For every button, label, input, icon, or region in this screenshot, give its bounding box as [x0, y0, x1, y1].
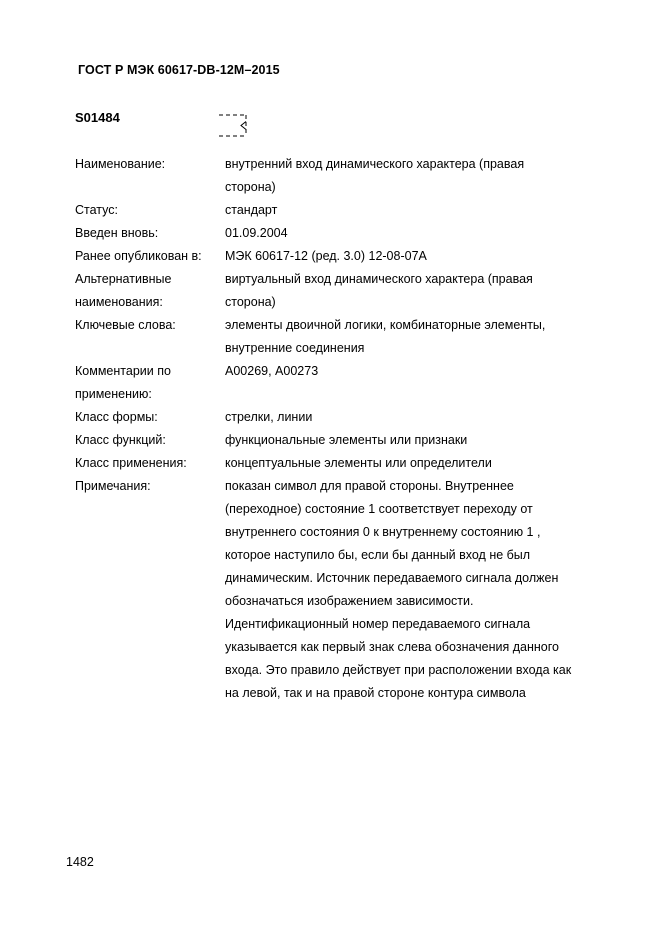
field-value: А00269, А00273 [225, 364, 319, 378]
field-value: стрелки, линии [225, 410, 313, 424]
field-label: Класс формы: [75, 410, 158, 424]
field-label: Класс применения: [75, 456, 187, 470]
symbol-code: S01484 [75, 110, 120, 125]
field-value: 01.09.2004 [225, 226, 288, 240]
field-name [75, 153, 635, 199]
field-value: концептуальные элементы или определители [225, 456, 492, 470]
page-number: 1482 [66, 855, 94, 869]
field-label: Ключевые слова: [75, 318, 176, 332]
document-header: ГОСТ Р МЭК 60617-DB-12M–2015 [78, 63, 280, 77]
field-value: показан символ для правой стороны. Внутреннее (переходное) состояние 1 соответствует переходу от внутреннего состояния 0 к внутреннему состоянию 1 , которое наступило бы, если бы данный вход не был динамическим. Источник передаваемого сигнала должен обозначаться изображением зависимости. Идентификационный номер передаваемого сигнала указывается как первый знак слева обозначения данного входа. Это правило действует при расположении входа как на левой, так и на правой стороне контура символа [225, 479, 572, 700]
field-label: Введен вновь: [75, 226, 159, 240]
field-notes [75, 475, 635, 705]
field-label: Ранее опубликован в: [75, 249, 202, 263]
dynamic-input-right-symbol-icon [218, 112, 250, 140]
field-keywords [75, 314, 635, 360]
field-application-comments [75, 360, 635, 406]
field-value: МЭК 60617-12 (ред. 3.0) 12-08-07А [225, 249, 427, 263]
field-value: стандарт [225, 203, 278, 217]
field-shape-class [75, 406, 635, 429]
field-label: Класс функций: [75, 433, 166, 447]
field-value: элементы двоичной логики, комбинаторные элементы, внутренние соединения [225, 318, 546, 355]
field-value: функциональные элементы или признаки [225, 433, 468, 447]
field-label: Альтернативные наименования: [75, 272, 172, 309]
field-status [75, 199, 635, 222]
field-label: Наименование: [75, 157, 166, 171]
field-label: Комментарии по применению: [75, 364, 171, 401]
symbol-attributes [75, 153, 635, 705]
field-value: виртуальный вход динамического характера (правая сторона) [225, 272, 533, 309]
field-introduced [75, 222, 635, 245]
field-label: Статус: [75, 203, 118, 217]
field-value: внутренний вход динамического характера (правая сторона) [225, 157, 525, 194]
field-alternative-names [75, 268, 635, 314]
field-application-class [75, 452, 635, 475]
field-previously-published [75, 245, 635, 268]
field-label: Примечания: [75, 479, 151, 493]
field-function-class [75, 429, 635, 452]
